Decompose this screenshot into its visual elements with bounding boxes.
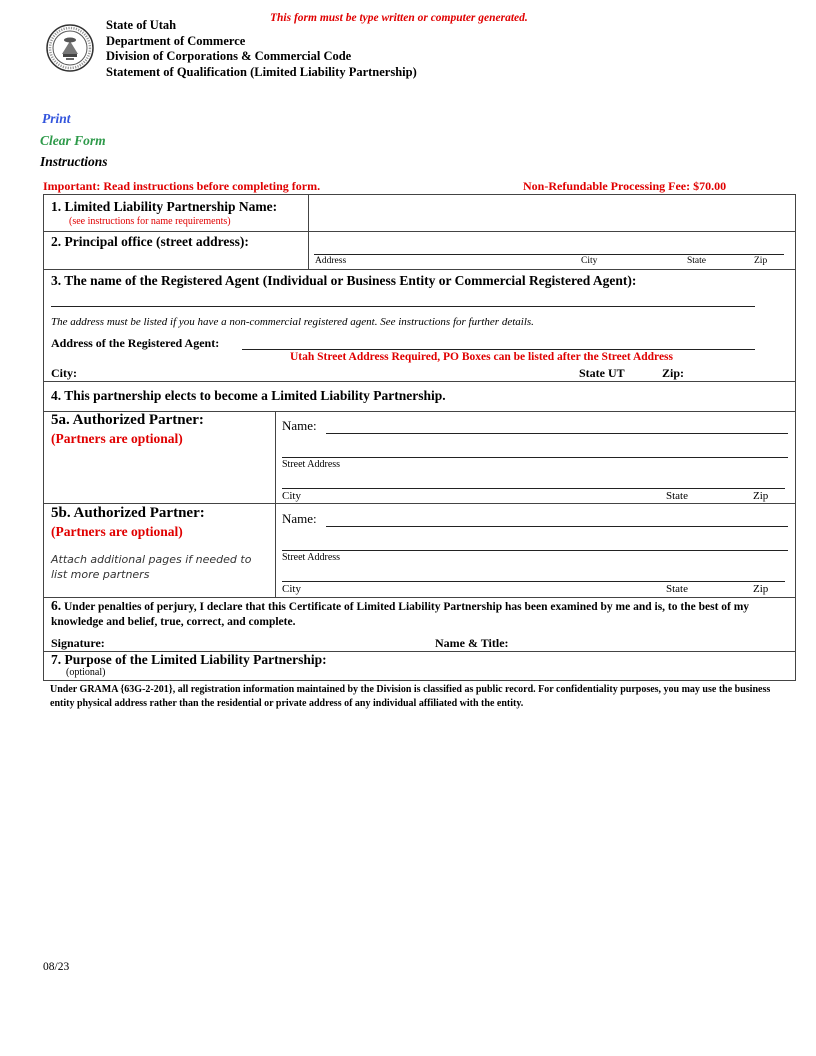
partner5b-city-caption: City (282, 583, 301, 595)
partner5a-zip-caption: Zip (753, 490, 769, 502)
important-notice: Important: Read instructions before completing form. (43, 179, 321, 193)
section1-label: 1. Limited Liability Partnership Name: (51, 199, 278, 214)
partner5b-name-line2-input[interactable] (282, 534, 788, 550)
agent-address-note: The address must be listed if you have a non-commercial registered agent. See instructions for further details. (51, 316, 534, 328)
attach-pages-note: Attach additional pages if needed to list more partners (51, 553, 252, 581)
principal-state-caption: State (687, 256, 706, 266)
section7-label: 7. Purpose of the Limited Liability Partnership: (51, 652, 327, 667)
signature-input[interactable] (114, 634, 424, 649)
agent-zip-input[interactable] (690, 365, 780, 380)
partner5a-name-label: Name: (282, 418, 317, 433)
section2-label: 2. Principal office (street address): (51, 234, 249, 249)
section4-label: 4. This partnership elects to become a Limited Liability Partnership. (51, 388, 446, 403)
partner5a-state-caption: State (666, 490, 688, 502)
section6-text: Under penalties of perjury, I declare that this Certificate of Limited Liability Partnership has been examined by me and is, to the best of my knowledge and belief, true, correct, and complete. (51, 601, 750, 628)
agent-state-label: State UT (579, 366, 625, 380)
partnership-name-input[interactable] (310, 197, 792, 229)
utah-address-required-note: Utah Street Address Required, PO Boxes can be listed after the Street Address (290, 351, 673, 363)
name-title-label: Name & Title: (435, 636, 509, 650)
purpose-input[interactable] (356, 654, 792, 678)
partner5b-name-label: Name: (282, 511, 317, 526)
principal-city-caption: City (581, 256, 598, 266)
partner5b-state-caption: State (666, 583, 688, 595)
state-seal-icon (46, 24, 94, 72)
partner5b-name-input[interactable] (326, 510, 788, 526)
agency-header (106, 18, 417, 80)
registered-agent-name-input[interactable] (51, 291, 755, 306)
section7-optional: (optional) (66, 667, 106, 678)
clear-form-button[interactable]: Clear Form (40, 133, 106, 148)
print-button[interactable]: Print (42, 111, 71, 126)
agent-address-label: Address of the Registered Agent: (51, 336, 220, 350)
principal-zip-caption: Zip (754, 256, 768, 266)
section1-hint: (see instructions for name requirements) (69, 216, 231, 227)
partner5b-street-input[interactable] (282, 565, 785, 581)
partner5b-zip-caption: Zip (753, 583, 769, 595)
principal-office-input[interactable] (314, 237, 784, 254)
section3-label: 3. The name of the Registered Agent (Individual or Business Entity or Commercial Registered Agent): (51, 273, 637, 288)
section6-number: 6. (51, 598, 62, 613)
registration-form (43, 194, 796, 681)
header-state: State of Utah (106, 18, 177, 32)
header-form-title: Statement of Qualification (Limited Liability Partnership) (106, 64, 417, 79)
agent-city-label: City: (51, 366, 77, 380)
name-title-input[interactable] (520, 634, 790, 649)
header-division: Division of Corporations & Commercial Code (106, 49, 352, 63)
instructions-link[interactable]: Instructions (40, 154, 108, 169)
partner5a-street-caption: Street Address (282, 459, 341, 470)
agent-address-input[interactable] (242, 334, 755, 349)
grama-notice: Under GRAMA {63G-2-201}, all registration information maintained by the Division is classified as public record. For confidentiality purposes, you may use the business entity physical address rather than the residential or private address of any individual affiliated with the entity. (50, 684, 771, 709)
agent-city-input[interactable] (84, 365, 564, 380)
section5a-label: 5a. Authorized Partner: (51, 412, 204, 428)
processing-fee: Non-Refundable Processing Fee: $70.00 (523, 179, 727, 193)
perjury-declaration (51, 599, 791, 629)
header-department: Department of Commerce (106, 33, 246, 48)
section5a-optional: (Partners are optional) (51, 431, 183, 446)
type-written-notice: This form must be type written or computer generated. (270, 12, 528, 24)
section5b-label: 5b. Authorized Partner: (51, 505, 205, 521)
form-version: 08/23 (43, 961, 70, 973)
section5b-optional: (Partners are optional) (51, 524, 183, 539)
partner5a-street-input[interactable] (282, 472, 785, 488)
principal-address-caption: Address (315, 256, 347, 266)
partner5a-name-input[interactable] (326, 417, 788, 433)
signature-label: Signature: (51, 636, 105, 650)
partner5b-street-caption: Street Address (282, 552, 341, 563)
agent-zip-label: Zip: (662, 366, 685, 380)
partner5a-city-caption: City (282, 490, 301, 502)
partner5a-name-line2-input[interactable] (282, 441, 788, 457)
